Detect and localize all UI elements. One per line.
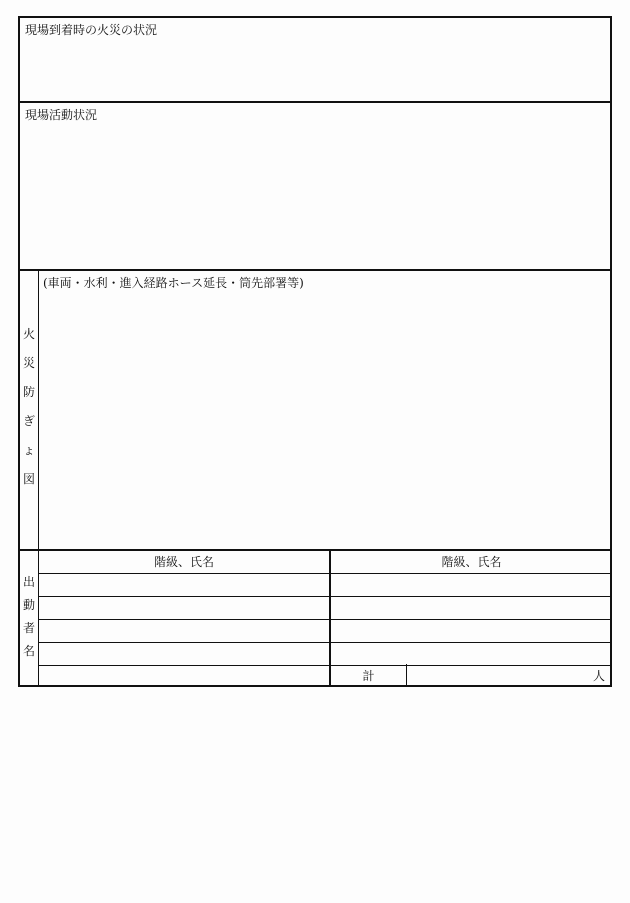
personnel-entry-field[interactable] xyxy=(39,620,329,642)
column-header-rank-name: 階級、氏名 xyxy=(153,555,214,569)
diagram-side-label xyxy=(20,327,38,486)
personnel-entry-field[interactable] xyxy=(331,574,610,596)
personnel-entry-field[interactable] xyxy=(39,574,329,596)
side-char: 動 xyxy=(22,598,35,612)
fire-defense-diagram-section xyxy=(20,271,610,549)
side-char: ぎ xyxy=(22,414,35,428)
column-header-rank-name: 階級、氏名 xyxy=(441,555,502,569)
dispatch-side-label xyxy=(20,575,38,658)
side-char: 災 xyxy=(22,356,35,370)
personnel-entry-field[interactable] xyxy=(39,597,329,619)
personnel-entry-field[interactable] xyxy=(331,643,610,665)
activity-status-label: 現場活動状況 xyxy=(25,108,98,122)
side-char: 図 xyxy=(22,472,35,486)
personnel-entry-field[interactable] xyxy=(39,666,329,687)
side-char: 出 xyxy=(22,575,35,589)
diagram-note: (車両・水利・進入経路ホース延長・筒先部署等) xyxy=(43,276,304,290)
side-char: 防 xyxy=(22,385,35,399)
side-char: 者 xyxy=(22,621,35,635)
arrival-status-label: 現場到着時の火災の状況 xyxy=(25,23,158,37)
fire-report-form xyxy=(18,16,612,687)
side-char: 火 xyxy=(22,327,35,341)
personnel-entry-field[interactable] xyxy=(39,643,329,665)
total-label: 計 xyxy=(362,669,375,683)
diagram-area[interactable] xyxy=(39,271,610,549)
total-count-field[interactable] xyxy=(407,666,610,687)
side-char: ょ xyxy=(22,443,35,457)
unit-label: 人 xyxy=(592,669,605,683)
arrival-status-section[interactable] xyxy=(20,18,610,102)
dispatch-personnel-section xyxy=(20,551,610,687)
personnel-entry-field[interactable] xyxy=(331,597,610,619)
personnel-entry-field[interactable] xyxy=(331,620,610,642)
side-char: 名 xyxy=(22,644,35,658)
activity-status-section[interactable] xyxy=(20,103,610,269)
